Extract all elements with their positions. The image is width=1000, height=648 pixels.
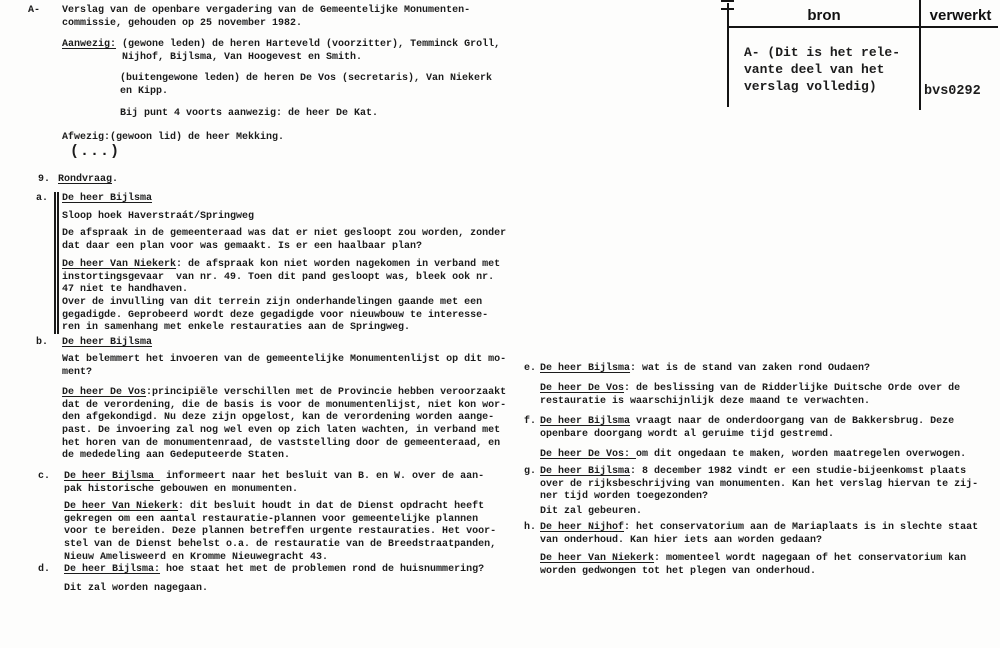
text-line [62, 193, 152, 206]
text-line: pak historische gebouwen en monumenten. [64, 483, 299, 495]
item-letter-label: f. [524, 416, 537, 427]
text-line: Afwezig:(gewoon lid) de heer Mekking. [62, 132, 285, 143]
text-line: (buitengewone leden) de heren De Vos (secretaris), Van Niekerk [120, 73, 493, 84]
text-line: Verslag van de openbare vergadering van de Gemeentelijke Monumenten- [62, 5, 471, 16]
item-a-answer [62, 259, 500, 335]
agenda-item-9 [38, 174, 119, 187]
underlined-speaker-name: De heer Bijlsma [62, 337, 153, 348]
text-line: De heer Bijlsma informeert naar het besluit van B. en W. over de aan- [64, 471, 485, 482]
table-header-rule [727, 26, 998, 28]
text-line: De heer Nijhof: het conservatorium aan de Mariaplaats is in slechte staat [540, 522, 979, 533]
text-line: Bij punt 4 voorts aanwezig: de heer De Kat. [120, 108, 379, 119]
attendance-extra [120, 108, 378, 121]
item-e-answer [540, 383, 960, 408]
text-line: De heer De Vos: om dit ongedaan te maken, worden maatregelen overwogen. [540, 449, 967, 460]
item-h-answer [540, 553, 966, 578]
text-line: De heer Van Niekerk: momenteel wordt nagegaan of het conservatorium kan [540, 553, 967, 564]
text-line: Aanwezig: (gewone leden) de heren Harteveld (voorzitter), Temminck Groll, [62, 39, 501, 50]
text-line: gegadigde. Geprobeerd wordt deze gegadigde voor nieuwbouw te interesse- [62, 309, 489, 321]
item-g-question [524, 466, 979, 504]
report-title [28, 5, 471, 30]
omission-mark [70, 143, 121, 160]
item-h-question [524, 522, 979, 547]
attendance-regular [62, 39, 500, 64]
table-header-verwerkt: verwerkt [929, 7, 992, 24]
underlined-speaker-name: De heer Bijlsma [64, 471, 161, 482]
text-line: stel van de Dienst behelst o.a. de restauratie van de Breedstraatpanden, [64, 539, 497, 551]
text-line: restauratie is waarschijnlijk deze maand te verwachten. [540, 395, 871, 407]
underlined-speaker-name: De heer Van Niekerk [62, 259, 177, 270]
text-line: en Kipp. [120, 85, 169, 97]
text-line: Rondvraag. [58, 174, 119, 185]
text-line: gekregen om een aantal restauratie-plannen voor gemeentelijke plannen [64, 513, 479, 525]
text-line: de mededeling aan Gedeputeerde Staten. [62, 450, 291, 462]
text-line: instortingsgevaar van nr. 49. Toen dit pand gesloopt was, bleek ook nr. [62, 271, 495, 283]
item-a-subject [62, 211, 254, 224]
underlined-speaker-name: De heer De Vos [540, 383, 625, 394]
text-line: het horen van de monumentenraad, de vaststelling door de gemeenteraad, en [62, 437, 501, 449]
item-a-heading [36, 193, 153, 206]
text-line: worden gedwongen tot het plegen van onderhoud. [540, 565, 817, 577]
item-letter-label: h. [524, 522, 537, 533]
table-source-cell-line: vante deel van het [744, 62, 885, 77]
item-b-heading [36, 337, 153, 350]
text-line: (...) [70, 143, 121, 160]
underlined-speaker-name: De heer De Vos: [540, 449, 637, 460]
text-line: De heer Van Niekerk: dit besluit houdt in dat de Dienst opdracht heeft [64, 501, 485, 512]
text-line: 47 niet te handhaven. [62, 284, 189, 296]
underlined-speaker-name: De heer Bijlsma: [64, 564, 161, 575]
text-line [62, 337, 152, 350]
text-line: Over de invulling van dit terrein zijn onderhandelingen gaande met een [62, 297, 483, 309]
underlined-speaker-name: Aanwezig: [62, 39, 117, 50]
attendance-special [120, 73, 492, 98]
underlined-speaker-name: De heer Nijhof [540, 522, 625, 533]
item-letter-label: c. [38, 471, 51, 482]
underlined-speaker-name: De heer De Vos [62, 387, 147, 398]
item-a-question [62, 228, 506, 253]
underlined-speaker-name: De heer Van Niekerk [540, 553, 655, 564]
item-letter-label: 9. [38, 174, 51, 185]
item-letter-label: d. [38, 564, 51, 575]
item-d-question [38, 564, 485, 577]
table-header-bron: bron [807, 7, 841, 24]
text-line: ment? [62, 366, 93, 378]
underlined-speaker-name: De heer Van Niekerk [64, 501, 179, 512]
text-line: dat de verordening, die de basis is voor de monumentenlijst, niet kon wor- [62, 399, 507, 411]
text-line: Nijhof, Bijlsma, Van Hoogevest en Smith. [62, 51, 363, 63]
text-line: van onderhoud. Kan hier iets aan worden gedaan? [540, 534, 823, 546]
text-line: Dit zal gebeuren. [540, 506, 643, 517]
item-letter-label: b. [36, 337, 49, 348]
item-c-answer [64, 501, 496, 564]
text-line: De heer Bijlsma: hoe staat het met de problemen rond de huisnummering? [64, 564, 485, 575]
table-source-cell-line: A- (Dit is het rele- [744, 45, 901, 60]
underlined-speaker-name: De heer Bijlsma [540, 416, 631, 427]
text-line: voor te bereiden. Deze plannen betreffen urgente restauraties. Het voor- [64, 526, 497, 538]
text-line: De heer Bijlsma vraagt naar de onderdoorgang van de Bakkersbrug. Deze [540, 416, 955, 427]
table-source-cell-line: verslag volledig) [744, 79, 877, 94]
item-g-answer [540, 506, 642, 519]
text-line: De afspraak in de gemeenteraad was dat er niet gesloopt zou worden, zonder [62, 228, 507, 239]
text-line: De heer Van Niekerk: de afspraak kon niet worden nagekomen in verband met [62, 259, 501, 270]
underlined-speaker-name: De heer Bijlsma [62, 193, 153, 204]
item-f-answer [540, 449, 966, 462]
underlined-speaker-name: Rondvraag [58, 174, 113, 185]
text-line: ren in samenhang met enkele restauraties aan de Springweg. [62, 322, 411, 334]
underlined-speaker-name: De heer Bijlsma [540, 363, 631, 374]
text-line: past. De invoering zal nog wel even op zich laten wachten, in verband met [62, 425, 501, 437]
item-letter-label: A- [28, 5, 41, 16]
text-line: Dit zal worden nagegaan. [64, 583, 209, 594]
text-line: Sloop hoek Haverstraát/Springweg [62, 211, 255, 222]
item-b-answer [62, 387, 506, 463]
text-line: over de rijksbeschrijving van monumenten. Kan het verslag hiervan te zij- [540, 478, 979, 490]
text-line: ner tijd worden toegezonden? [540, 491, 709, 503]
item-e-question [524, 363, 871, 376]
text-line: openbare doorgang wordt al geruime tijd gestremd. [540, 428, 835, 440]
text-line: dat daar een plan voor was gemaakt. Is er een haalbaar plan? [62, 240, 423, 252]
text-line: Wat belemmert het invoeren van de gemeentelijke Monumentenlijst op dit mo- [62, 354, 507, 365]
underlined-speaker-name: De heer Bijlsma [540, 466, 631, 477]
item-letter-label: a. [36, 193, 49, 204]
text-line: commissie, gehouden op 25 november 1982. [62, 17, 303, 29]
text-line: De heer Bijlsma: 8 december 1982 vindt er een studie-bijeenkomst plaats [540, 466, 967, 477]
item-letter-label: g. [524, 466, 537, 477]
item-b-question [62, 354, 506, 379]
text-line: De heer De Vos: de beslissing van de Ridderlijke Duitsche Orde over de [540, 383, 961, 394]
text-line: De heer De Vos:principiële verschillen met de Provincie hebben veroorzaakt [62, 387, 507, 398]
text-line: den afgekondigd. Nu deze zijn opgelost, kan de verordening worden aange- [62, 412, 495, 424]
item-d-answer [64, 583, 208, 596]
item-f-question [524, 416, 955, 441]
text-line: De heer Bijlsma: wat is de stand van zaken rond Oudaen? [540, 363, 871, 374]
item-c-question [38, 471, 485, 496]
item-letter-label: e. [524, 363, 537, 374]
margin-emphasis-bar [54, 192, 59, 334]
text-line: Nieuw Amelisweerd en Kromme Nieuwegracht 43. [64, 551, 329, 563]
table-verwerkt-code: bvs0292 [924, 84, 981, 99]
